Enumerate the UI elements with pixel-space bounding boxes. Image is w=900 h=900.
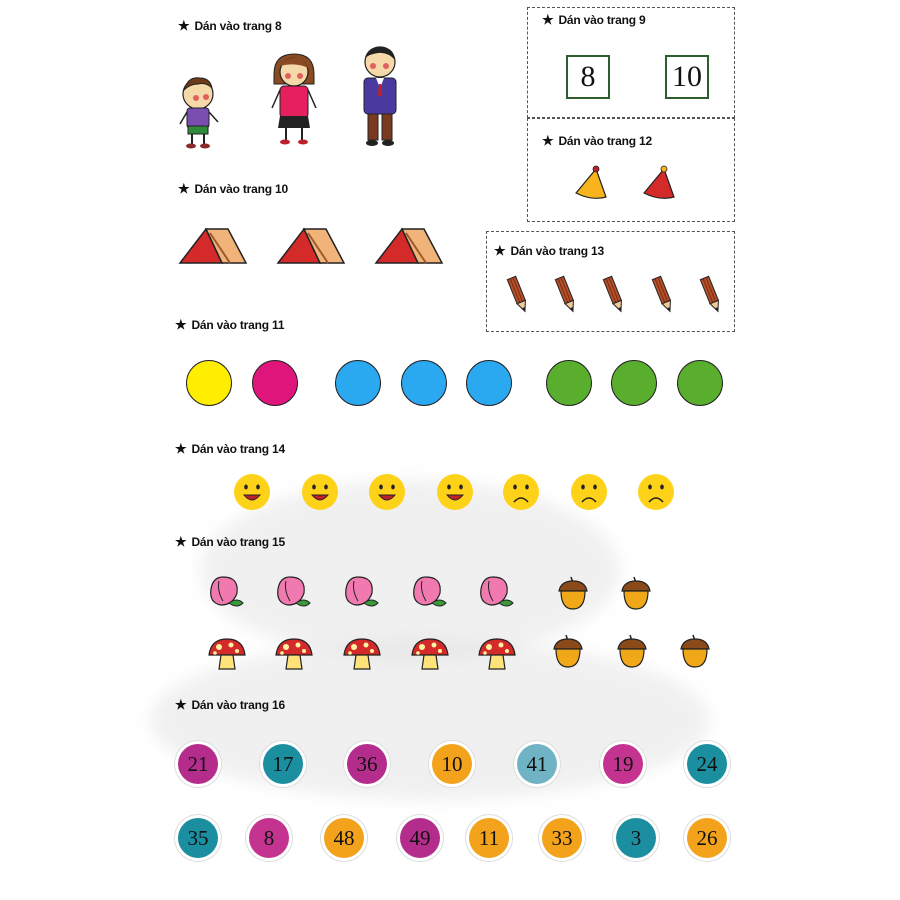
boy-sticker[interactable] — [176, 74, 230, 150]
color-dot-sticker[interactable] — [546, 360, 592, 406]
color-dot-sticker[interactable] — [252, 360, 298, 406]
section-title-p10 — [178, 181, 288, 197]
number-sticker[interactable]: 48 — [324, 818, 364, 858]
star-icon: ★ — [542, 133, 554, 148]
mushroom-sticker[interactable] — [475, 635, 519, 673]
section-title-p14 — [175, 441, 285, 457]
number-card-10[interactable]: 10 — [665, 55, 709, 99]
party-hat-red-sticker[interactable] — [640, 165, 678, 203]
party-hat-yellow-sticker[interactable] — [572, 165, 610, 203]
star-icon: ★ — [178, 181, 190, 196]
section-title-p9 — [542, 12, 646, 28]
pencil-sticker[interactable] — [601, 273, 629, 317]
label-text: Dán vào trang 12 — [558, 134, 652, 148]
number-sticker[interactable]: 24 — [687, 744, 727, 784]
color-dot-sticker[interactable] — [401, 360, 447, 406]
happy-face-icon[interactable] — [436, 473, 474, 511]
number-sticker[interactable]: 41 — [517, 744, 557, 784]
happy-face-icon[interactable] — [233, 473, 271, 511]
section-title-p8 — [178, 18, 282, 34]
number-sticker[interactable]: 33 — [542, 818, 582, 858]
pencil-sticker[interactable] — [650, 273, 678, 317]
number-sticker[interactable]: 21 — [178, 744, 218, 784]
label-text: Dán vào trang 14 — [191, 442, 285, 456]
tent-sticker-2[interactable] — [276, 225, 346, 267]
peach-sticker[interactable] — [475, 573, 515, 611]
star-icon: ★ — [175, 534, 187, 549]
mushroom-sticker[interactable] — [340, 635, 384, 673]
number-sticker[interactable]: 8 — [249, 818, 289, 858]
acorn-sticker[interactable] — [555, 575, 591, 613]
section-title-p13 — [494, 243, 604, 259]
mushroom-sticker[interactable] — [272, 635, 316, 673]
color-dot-sticker[interactable] — [186, 360, 232, 406]
star-icon: ★ — [542, 12, 554, 27]
color-dot-sticker[interactable] — [611, 360, 657, 406]
label-text: Dán vào trang 16 — [191, 698, 285, 712]
tent-sticker-3[interactable] — [374, 225, 444, 267]
peach-sticker[interactable] — [272, 573, 312, 611]
number-sticker[interactable]: 49 — [400, 818, 440, 858]
father-sticker[interactable] — [358, 44, 406, 150]
acorn-sticker[interactable] — [618, 575, 654, 613]
sad-face-icon[interactable] — [637, 473, 675, 511]
pencil-sticker[interactable] — [505, 273, 533, 317]
color-dot-sticker[interactable] — [335, 360, 381, 406]
star-icon: ★ — [175, 317, 187, 332]
label-text: Dán vào trang 13 — [510, 244, 604, 258]
number-sticker[interactable]: 19 — [603, 744, 643, 784]
happy-face-icon[interactable] — [368, 473, 406, 511]
label-text: Dán vào trang 15 — [191, 535, 285, 549]
star-icon: ★ — [494, 243, 506, 258]
peach-sticker[interactable] — [408, 573, 448, 611]
color-dot-sticker[interactable] — [466, 360, 512, 406]
pencil-sticker[interactable] — [698, 273, 726, 317]
mushroom-sticker[interactable] — [205, 635, 249, 673]
number-card-8[interactable]: 8 — [566, 55, 610, 99]
happy-face-icon[interactable] — [301, 473, 339, 511]
number-sticker[interactable]: 3 — [616, 818, 656, 858]
number-sticker[interactable]: 36 — [347, 744, 387, 784]
label-text: Dán vào trang 9 — [558, 13, 646, 27]
peach-sticker[interactable] — [205, 573, 245, 611]
section-title-p16 — [175, 697, 285, 713]
mushroom-sticker[interactable] — [408, 635, 452, 673]
acorn-sticker[interactable] — [550, 633, 586, 673]
tent-sticker-1[interactable] — [178, 225, 248, 267]
star-icon: ★ — [175, 441, 187, 456]
number-sticker[interactable]: 35 — [178, 818, 218, 858]
acorn-sticker[interactable] — [677, 633, 713, 673]
acorn-sticker[interactable] — [614, 633, 650, 673]
section-title-p12 — [542, 133, 652, 149]
sad-face-icon[interactable] — [502, 473, 540, 511]
number-sticker[interactable]: 17 — [263, 744, 303, 784]
number-sticker[interactable]: 10 — [432, 744, 472, 784]
pencil-sticker[interactable] — [553, 273, 581, 317]
mother-sticker[interactable] — [266, 52, 322, 148]
star-icon: ★ — [178, 18, 190, 33]
number-sticker[interactable]: 11 — [469, 818, 509, 858]
label-text: Dán vào trang 8 — [194, 19, 282, 33]
number-sticker[interactable]: 26 — [687, 818, 727, 858]
label-text: Dán vào trang 11 — [191, 318, 285, 332]
sad-face-icon[interactable] — [570, 473, 608, 511]
peach-sticker[interactable] — [340, 573, 380, 611]
star-icon: ★ — [175, 697, 187, 712]
color-dot-sticker[interactable] — [677, 360, 723, 406]
section-title-p11 — [175, 317, 284, 333]
section-title-p15 — [175, 534, 285, 550]
label-text: Dán vào trang 10 — [194, 182, 288, 196]
